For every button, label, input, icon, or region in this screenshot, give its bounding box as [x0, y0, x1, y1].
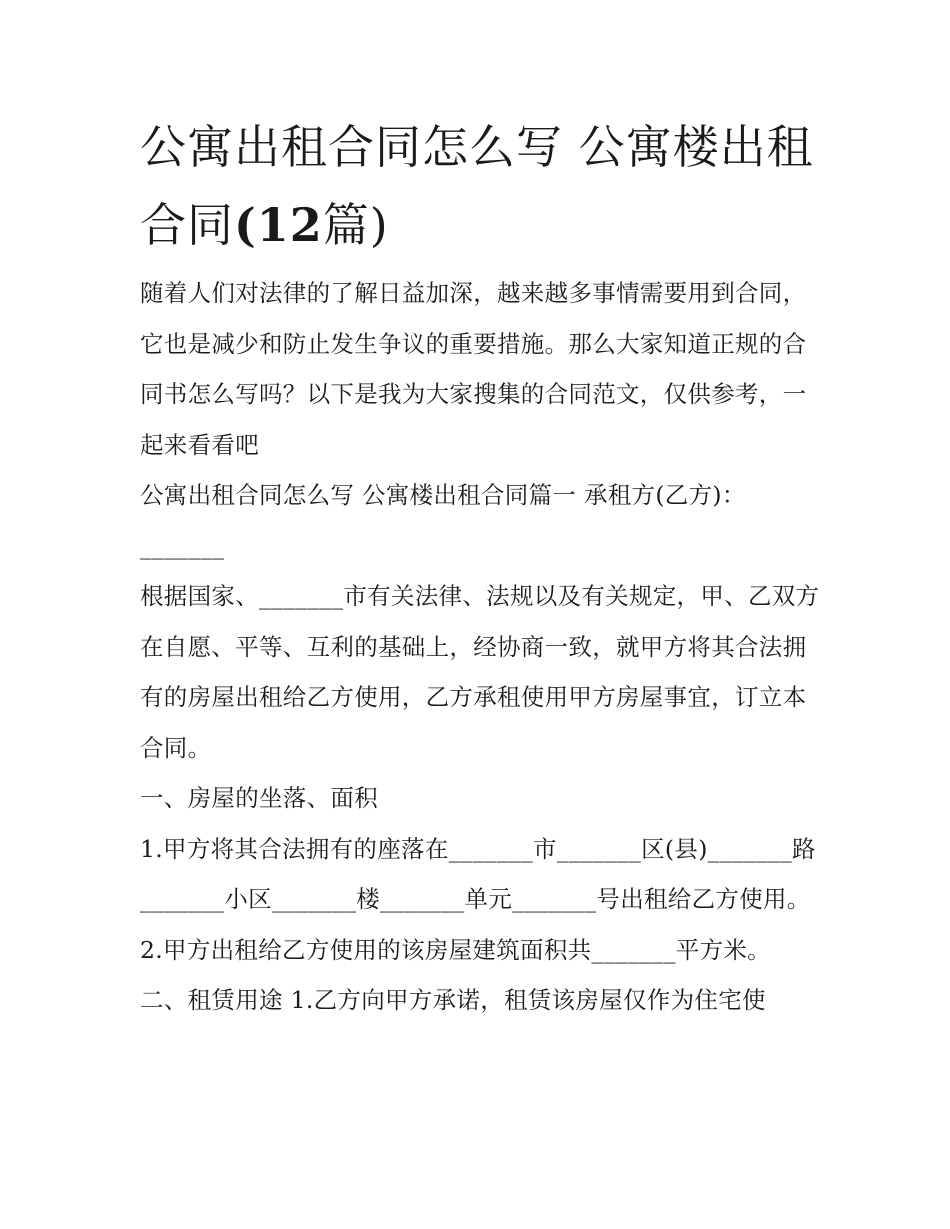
document-title: 公寓出租合同怎么写 公寓楼出租合同(12篇) [140, 120, 814, 252]
paragraph-basis: 根据国家、_______市有关法律、法规以及有关规定，甲、乙双方在自愿、平等、互利的基础上，经协商一致，就甲方将其合法拥有的房屋出租给乙方使用，乙方承租使用甲方房屋事宜，订立本合同。 [140, 582, 820, 762]
paragraph-clause-1-1: 1.甲方将其合法拥有的座落在_______市_______区(县)_______路_______小区_______楼_______单元_______号出租给乙方使用。 [140, 834, 816, 913]
paragraph-section-heading: 公寓出租合同怎么写 公寓楼出租合同篇一 承租方(乙方)：_______ [140, 481, 746, 560]
paragraph-clause-1-heading: 一、房屋的坐落、面积 [140, 784, 378, 812]
paragraph-intro: 随着人们对法律的了解日益加深，越来越多事情需要用到合同，它也是减少和防止发生争议的重要措施。那么大家知道正规的合同书怎么写吗？以下是我为大家搜集的合同范文，仅供参考，一起来看看吧 [140, 279, 807, 459]
paragraph-clause-2: 二、租赁用途 1.乙方向甲方承诺，租赁该房屋仅作为住宅使 [140, 986, 766, 1014]
document-page [140, 108, 820, 1026]
title-count: (12 [234, 198, 323, 252]
paragraph-clause-1-2: 2.甲方出租给乙方使用的该房屋建筑面积共_______平方米。 [140, 935, 771, 964]
